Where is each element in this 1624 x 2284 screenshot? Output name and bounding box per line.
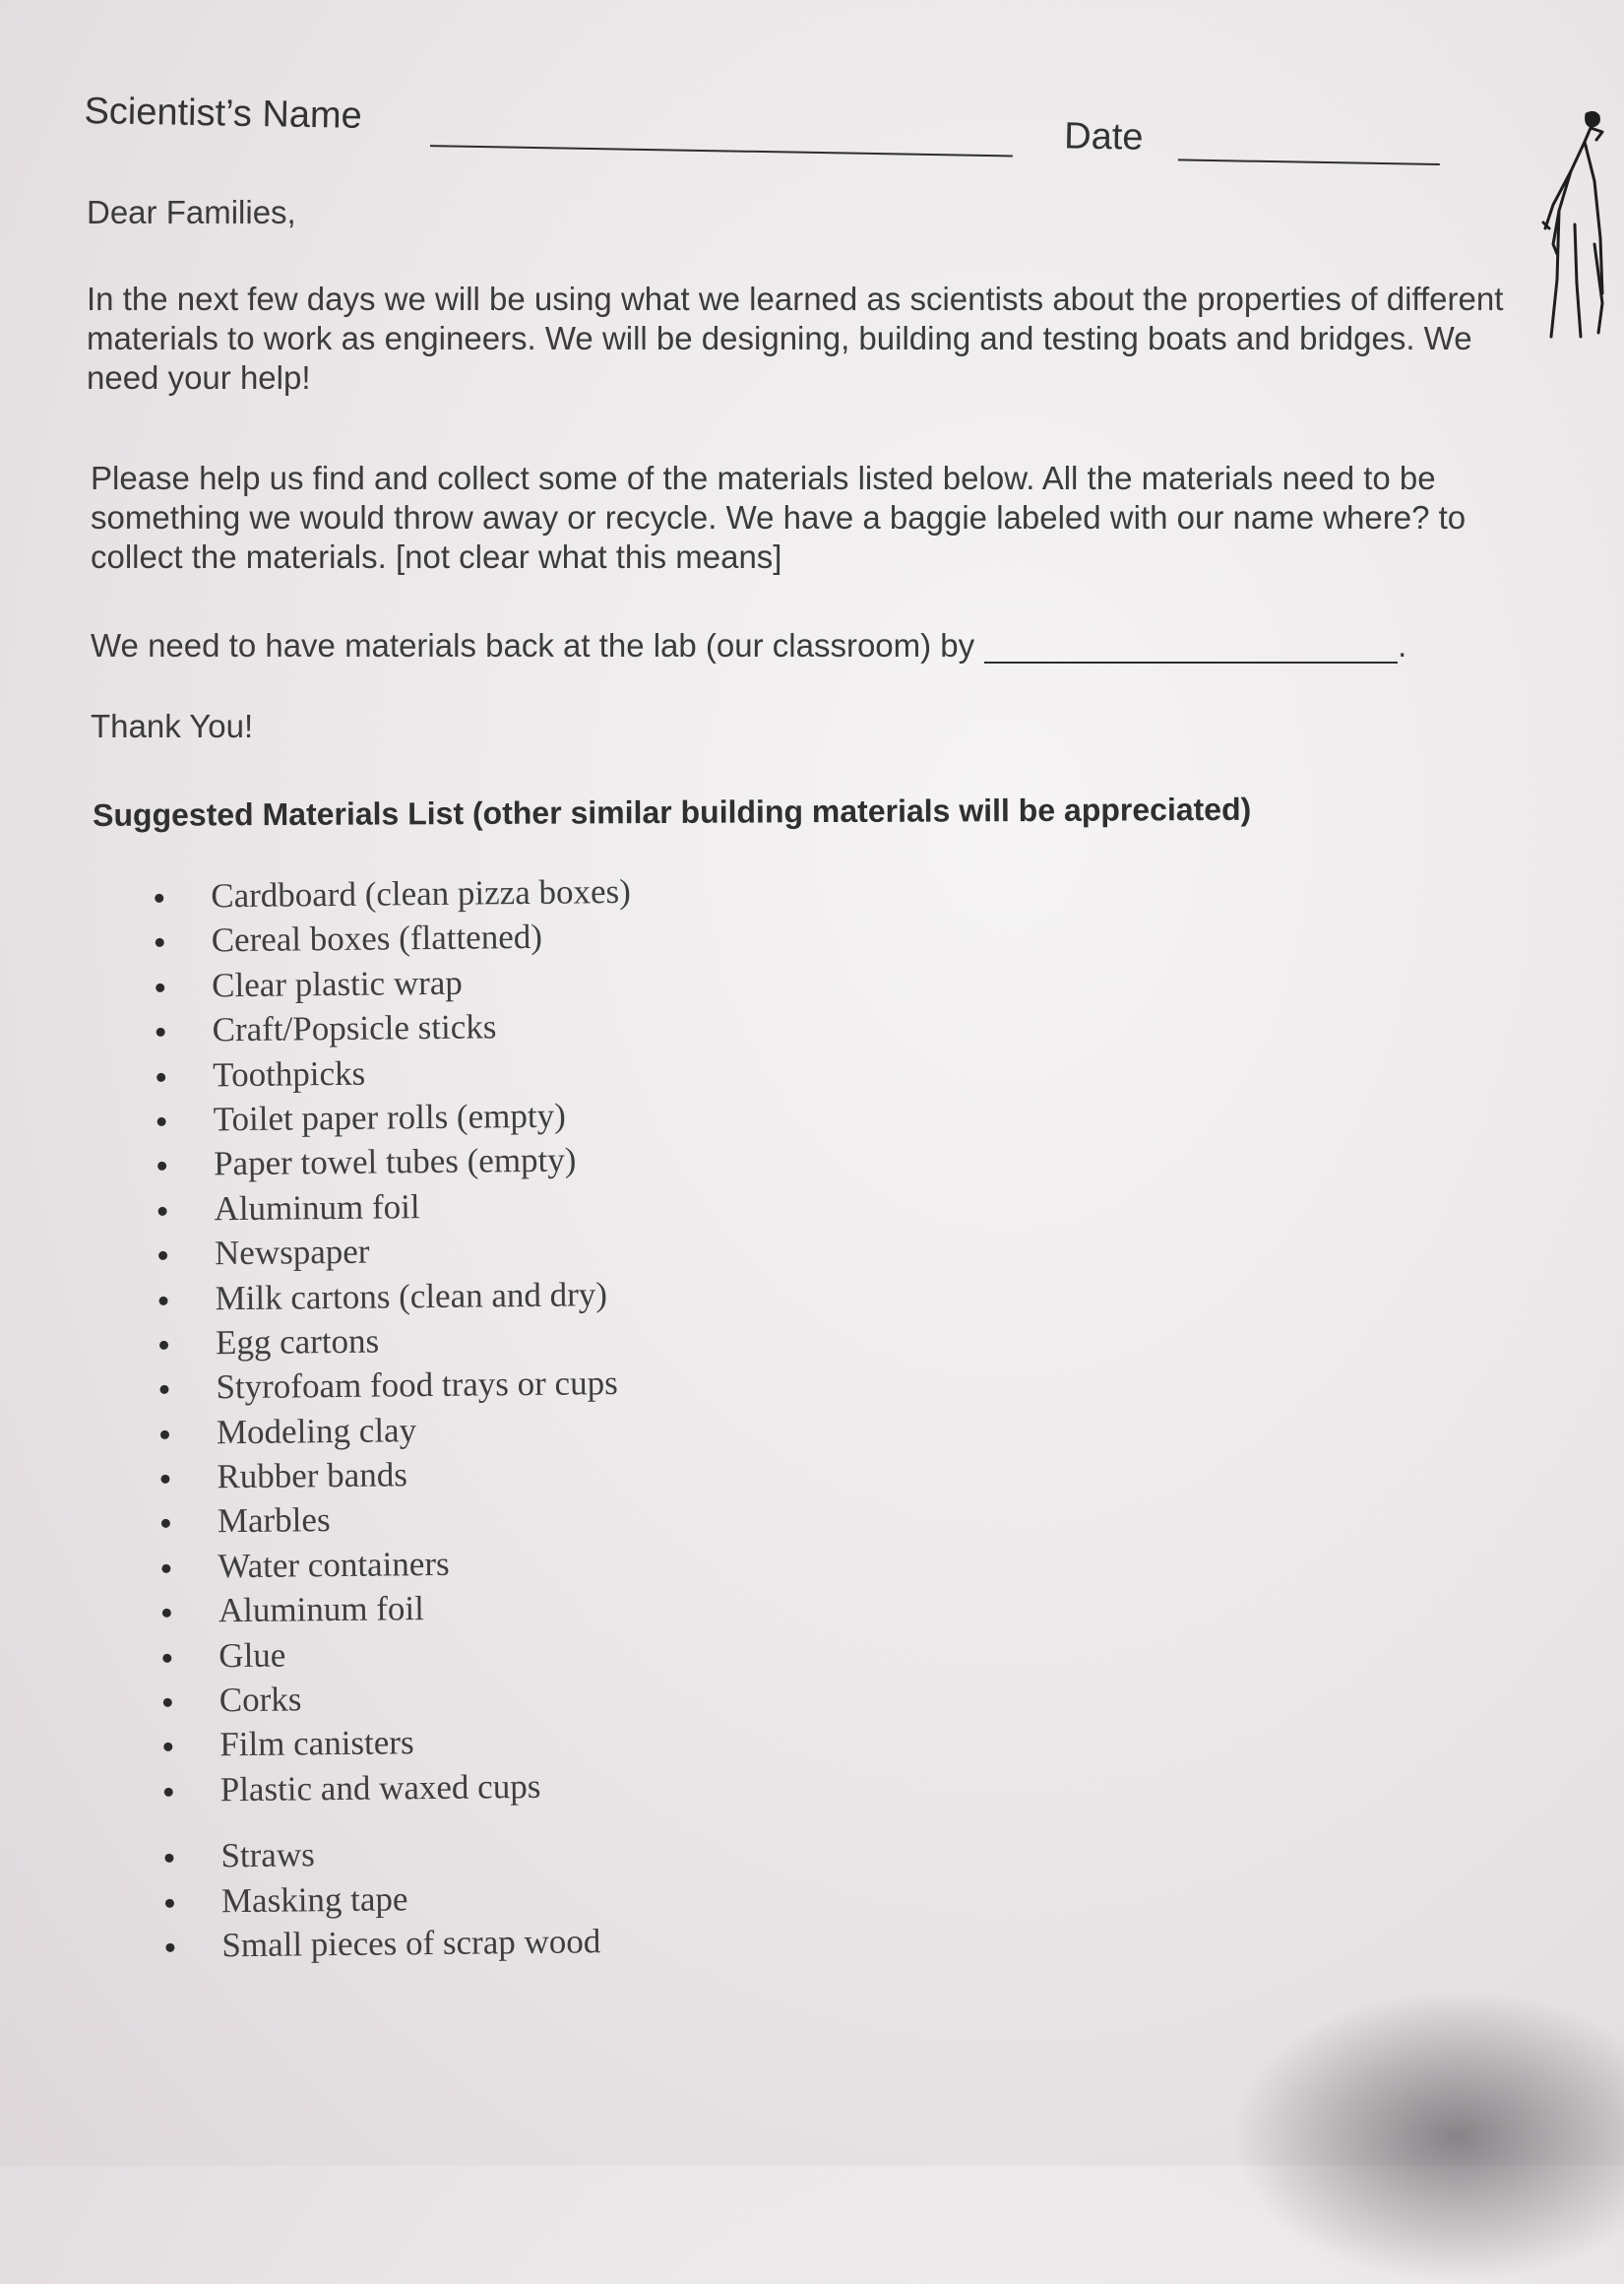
material-item-label: Masking tape: [220, 1878, 408, 1920]
material-item: [149, 959, 632, 1009]
material-item: [153, 1361, 636, 1411]
material-item: [158, 1919, 642, 1969]
material-item-label: Plastic and waxed cups: [219, 1766, 541, 1809]
material-item-label: Modeling clay: [216, 1410, 417, 1451]
bullet-icon: [156, 983, 164, 992]
bullet-icon: [157, 1162, 166, 1171]
bullet-icon: [161, 1564, 170, 1573]
material-item-label: Rubber bands: [217, 1455, 408, 1496]
bullet-icon: [162, 1653, 171, 1662]
date-blank[interactable]: [1178, 159, 1440, 165]
material-item-label: Newspaper: [214, 1232, 370, 1273]
material-item: [150, 1047, 633, 1098]
scientist-name-blank[interactable]: [430, 145, 1013, 157]
material-item-label: Film canisters: [219, 1723, 414, 1764]
material-item-label: Clear plastic wrap: [211, 963, 463, 1005]
bullet-icon: [156, 1072, 165, 1081]
material-item-label: Water containers: [218, 1544, 450, 1586]
material-item: [148, 914, 631, 964]
scientist-name-label: Scientist’s Name: [84, 90, 363, 137]
material-item: [157, 1763, 641, 1813]
bullet-icon: [161, 1519, 170, 1528]
due-date-period: .: [1398, 627, 1407, 664]
materials-list-title: Suggested Materials List (other similar building materials will be appreciated): [93, 791, 1252, 833]
date-label: Date: [1063, 115, 1144, 159]
bullet-icon: [156, 1028, 165, 1037]
bullet-icon: [165, 1898, 174, 1907]
material-item: [152, 1271, 635, 1321]
letter-greeting: Dear Families,: [87, 194, 296, 230]
bullet-icon: [164, 1788, 173, 1797]
bullet-icon: [160, 1429, 169, 1438]
material-item: [150, 1093, 633, 1143]
due-date-text: We need to have materials back at the lab (our classroom) by: [91, 627, 975, 664]
bullet-icon: [162, 1609, 171, 1618]
material-item: [154, 1450, 637, 1500]
material-item-label: Cardboard (clean pizza boxes): [211, 871, 632, 916]
material-item: [155, 1494, 638, 1545]
material-item-label: Straws: [220, 1835, 315, 1875]
material-item: [152, 1227, 635, 1277]
material-item: [158, 1873, 642, 1924]
material-item-label: Styrofoam food trays or cups: [216, 1364, 618, 1407]
material-item: [153, 1316, 636, 1366]
material-item-label: Corks: [219, 1680, 302, 1720]
material-item: [148, 869, 631, 920]
material-item: [151, 1137, 634, 1187]
material-item-label: Aluminum foil: [214, 1186, 420, 1229]
letter-paragraph-3: [91, 626, 1528, 667]
material-item: [156, 1628, 639, 1679]
bullet-icon: [164, 1854, 173, 1863]
material-item-label: Paper towel tubes (empty): [213, 1140, 577, 1183]
bullet-icon: [158, 1296, 167, 1304]
due-date-blank[interactable]: [984, 622, 1398, 664]
bullet-icon: [163, 1743, 172, 1751]
material-item: [157, 1829, 641, 1879]
material-item-label: Egg cartons: [215, 1321, 380, 1363]
bullet-icon: [156, 938, 164, 947]
bullet-icon: [159, 1385, 168, 1394]
bullet-icon: [159, 1341, 168, 1350]
material-item: [151, 1182, 634, 1233]
material-item-label: Milk cartons (clean and dry): [215, 1274, 608, 1317]
material-item: [155, 1540, 638, 1590]
bullet-icon: [157, 1117, 166, 1126]
letter-closing: Thank You!: [91, 708, 254, 744]
materials-list: [148, 869, 642, 1968]
material-item: [149, 1003, 632, 1053]
bullet-icon: [158, 1207, 167, 1216]
letter-paragraph-2: Please help us find and collect some of the materials listed below. All the materials need to be something we would throw away or recycle. We have a baggie labeled with our name where? to collect the materials. [not clear what this means]: [91, 460, 1467, 575]
material-item: [156, 1674, 640, 1724]
bullet-icon: [163, 1698, 172, 1707]
bullet-icon: [165, 1943, 174, 1952]
material-item-label: Toothpicks: [212, 1053, 366, 1094]
header-row: [83, 85, 1442, 197]
material-item-label: Craft/Popsicle sticks: [212, 1007, 497, 1049]
letter-paragraph-1: In the next few days we will be using what we learned as scientists about the properties of different materials to work as engineers. We will be designing, building and testing boats and bridges. We need your help!: [87, 281, 1504, 396]
material-item-label: Aluminum foil: [218, 1589, 425, 1630]
material-item: [156, 1584, 639, 1634]
material-item-label: Toilet paper rolls (empty): [213, 1096, 566, 1139]
material-item-label: Marbles: [217, 1500, 331, 1541]
material-item: [156, 1718, 640, 1768]
bullet-icon: [155, 894, 163, 903]
scientist-figure-icon: [1535, 106, 1614, 343]
bullet-icon: [158, 1251, 167, 1260]
material-item: [154, 1406, 637, 1456]
bullet-icon: [160, 1475, 169, 1484]
material-item-label: Small pieces of scrap wood: [221, 1922, 601, 1965]
corner-shadow: [1230, 1989, 1624, 2284]
material-item-label: Cereal boxes (flattened): [211, 918, 543, 960]
material-item-label: Glue: [219, 1635, 286, 1675]
